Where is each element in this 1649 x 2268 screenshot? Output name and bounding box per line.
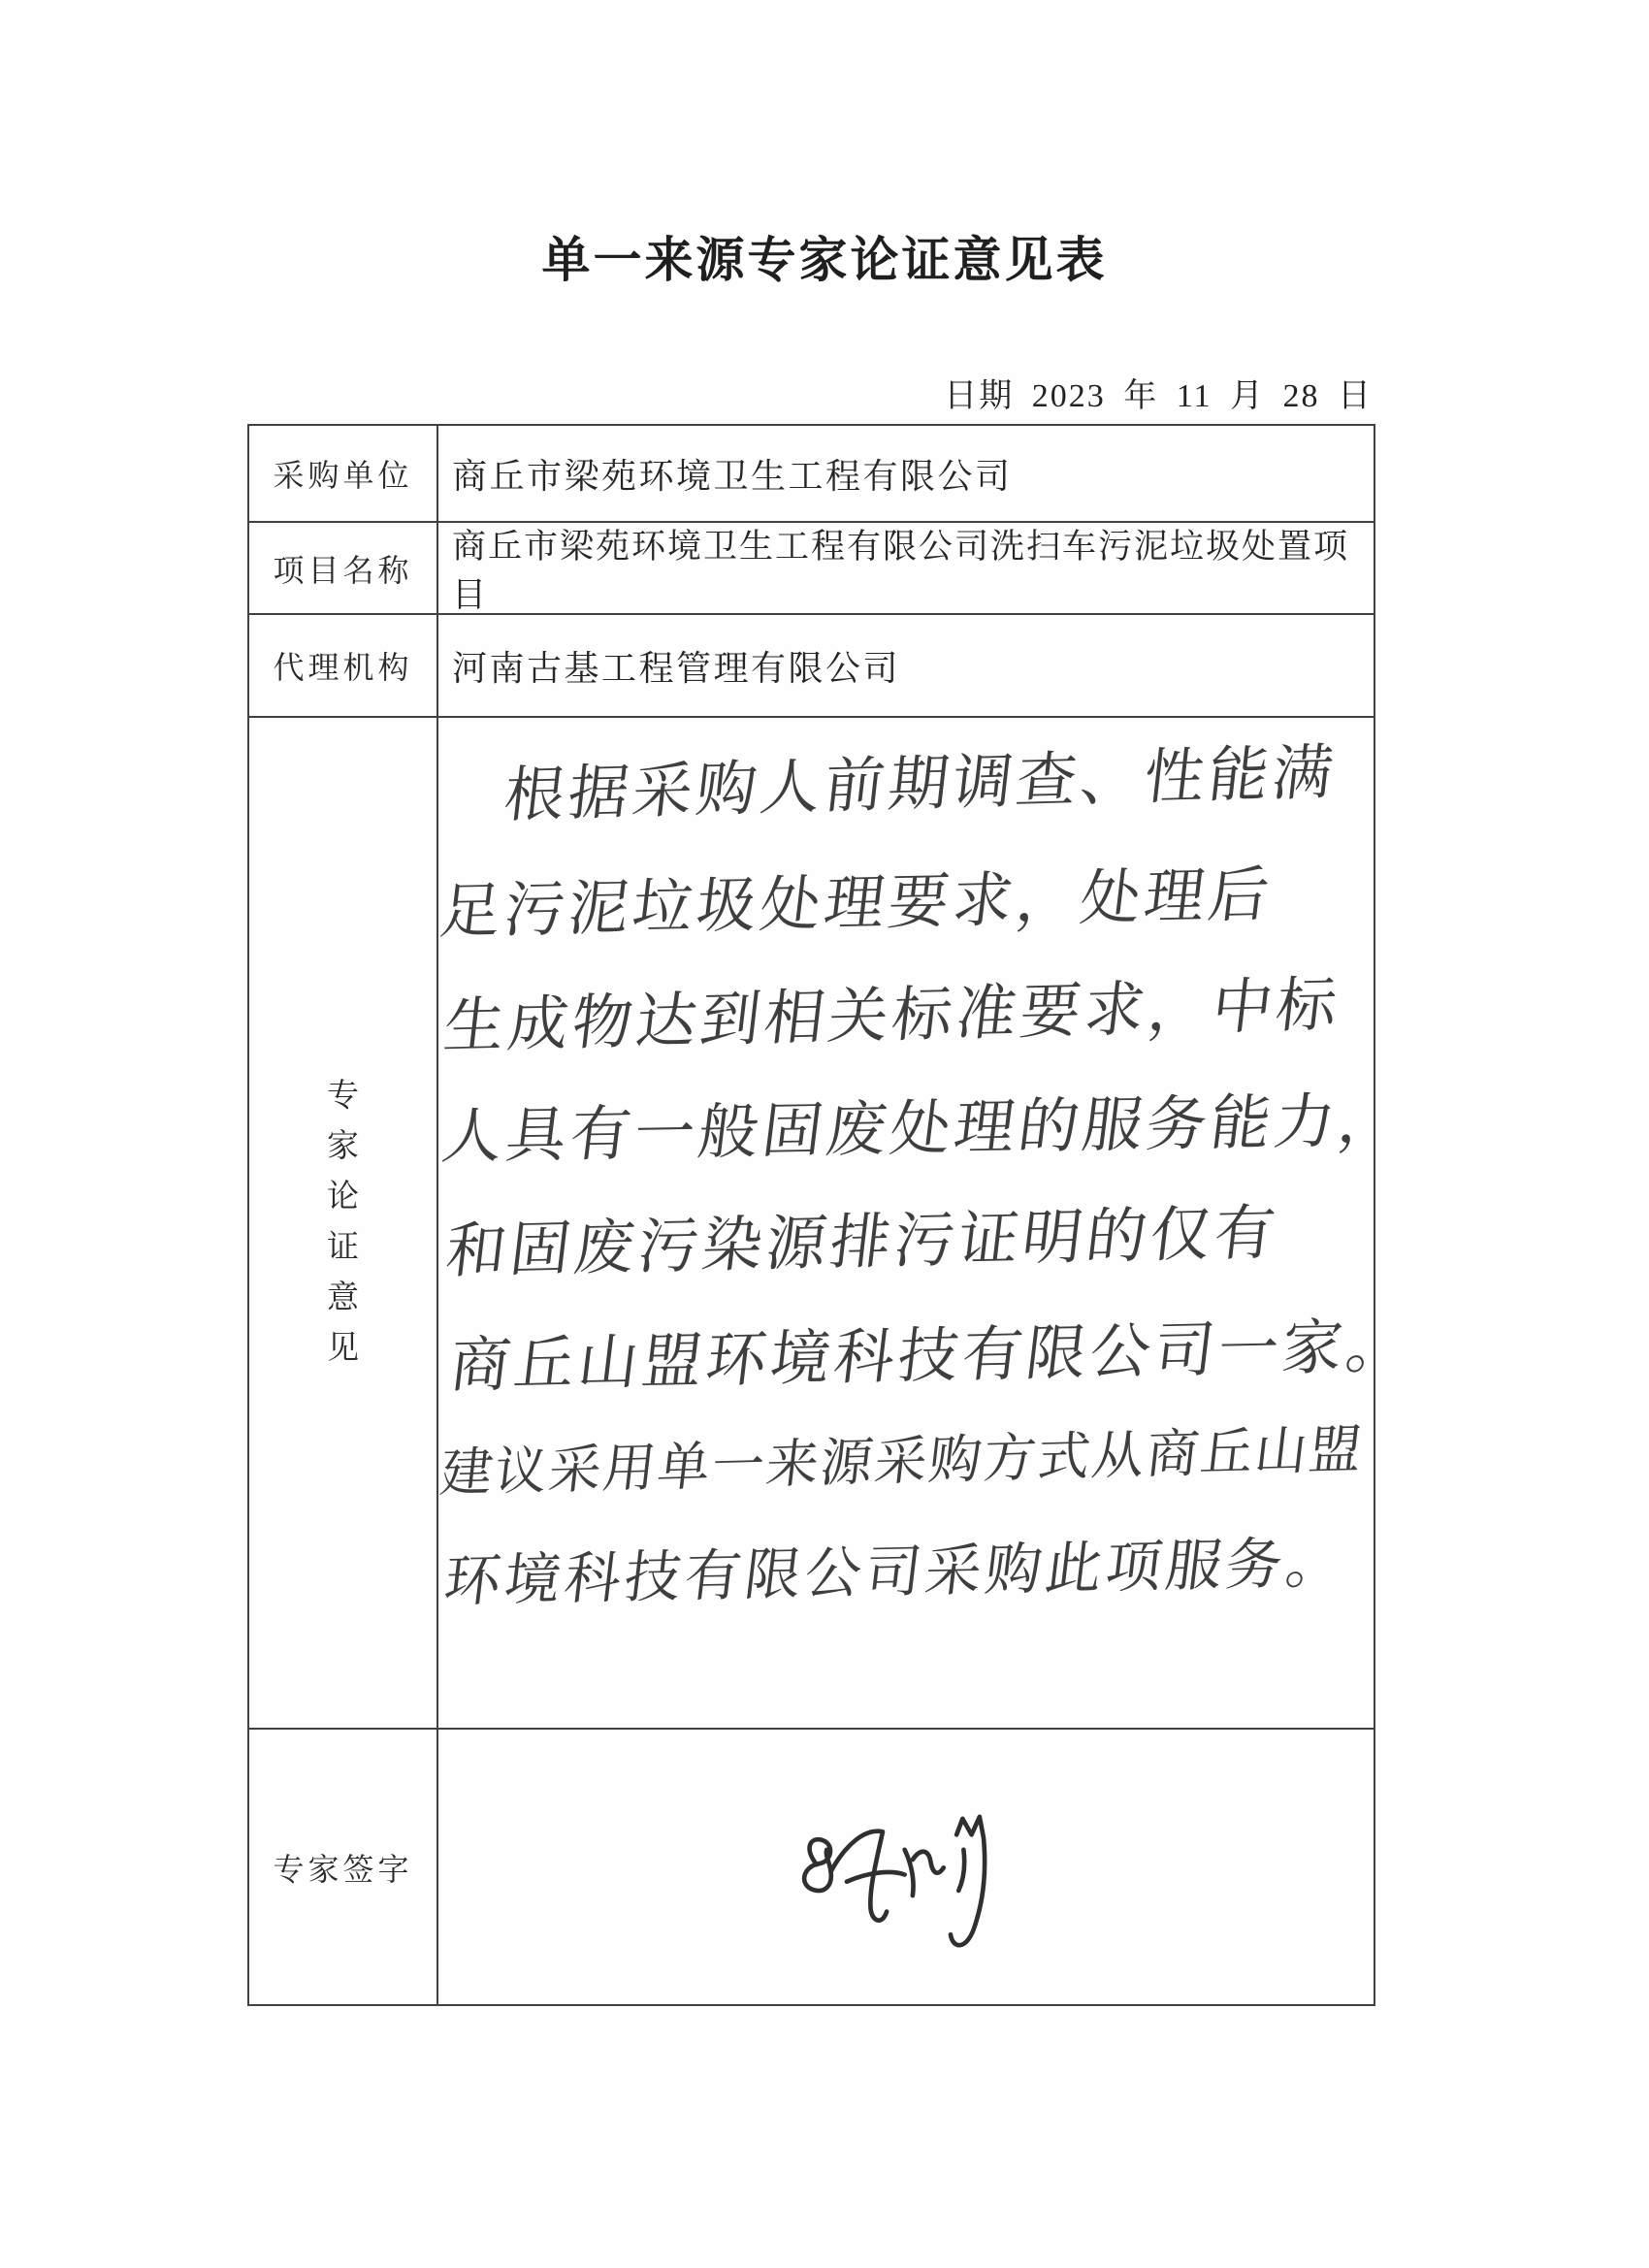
row-label-project-name: 项目名称	[249, 523, 438, 613]
opinion-label-char: 论	[327, 1180, 359, 1215]
handwritten-line: 足污泥垃圾处理要求，处理后	[436, 861, 1277, 947]
row-value-purchaser: 商丘市梁苑环境卫生工程有限公司	[452, 456, 1013, 496]
row-label-agency: 代理机构	[249, 615, 438, 716]
handwritten-line: 商丘山盟环境科技有限公司一家。	[445, 1313, 1414, 1401]
table-row	[249, 615, 1374, 718]
expert-signature-scribble	[786, 1790, 1048, 1960]
opinion-row	[249, 718, 1414, 1730]
opinion-label-char: 见	[327, 1331, 359, 1366]
opinion-label-char: 意	[327, 1280, 359, 1315]
opinion-label-char: 家	[327, 1129, 359, 1164]
signature-area	[438, 1730, 1374, 2004]
handwritten-line: 环境科技有限公司采购此项服务。	[440, 1531, 1350, 1614]
opinion-vertical-label	[249, 718, 438, 1728]
handwritten-line: 建议采用单一来源采购方式从商丘山盟	[436, 1419, 1368, 1504]
table-row	[249, 426, 1374, 523]
row-value-project-name: 商丘市梁苑环境卫生工程有限公司洗扫车污泥垃圾处置项目	[452, 527, 1350, 614]
handwriting-area	[436, 718, 1414, 1728]
table-row	[249, 523, 1374, 615]
signature-row	[249, 1730, 1374, 2004]
handwritten-line: 生成物达到相关标准要求，中标	[440, 972, 1344, 1061]
opinion-label-char: 专	[327, 1079, 359, 1114]
row-label-purchaser: 采购单位	[249, 426, 438, 521]
date-line: 日期 2023 年 11 月 28 日	[944, 378, 1373, 414]
opinion-label-char: 证	[327, 1230, 359, 1265]
signature-label: 专家签字	[249, 1730, 438, 2004]
handwritten-line: 人具有一般固废处理的服务能力，	[437, 1087, 1407, 1172]
row-value-agency: 河南古基工程管理有限公司	[452, 648, 901, 688]
handwritten-line: 和固废污染源排污证明的仅有	[441, 1200, 1282, 1286]
page-title: 单一来源专家论证意见表	[541, 233, 1108, 287]
form-table	[247, 424, 1414, 2006]
handwritten-line: 根据采购人前期调查、性能满	[501, 739, 1341, 830]
